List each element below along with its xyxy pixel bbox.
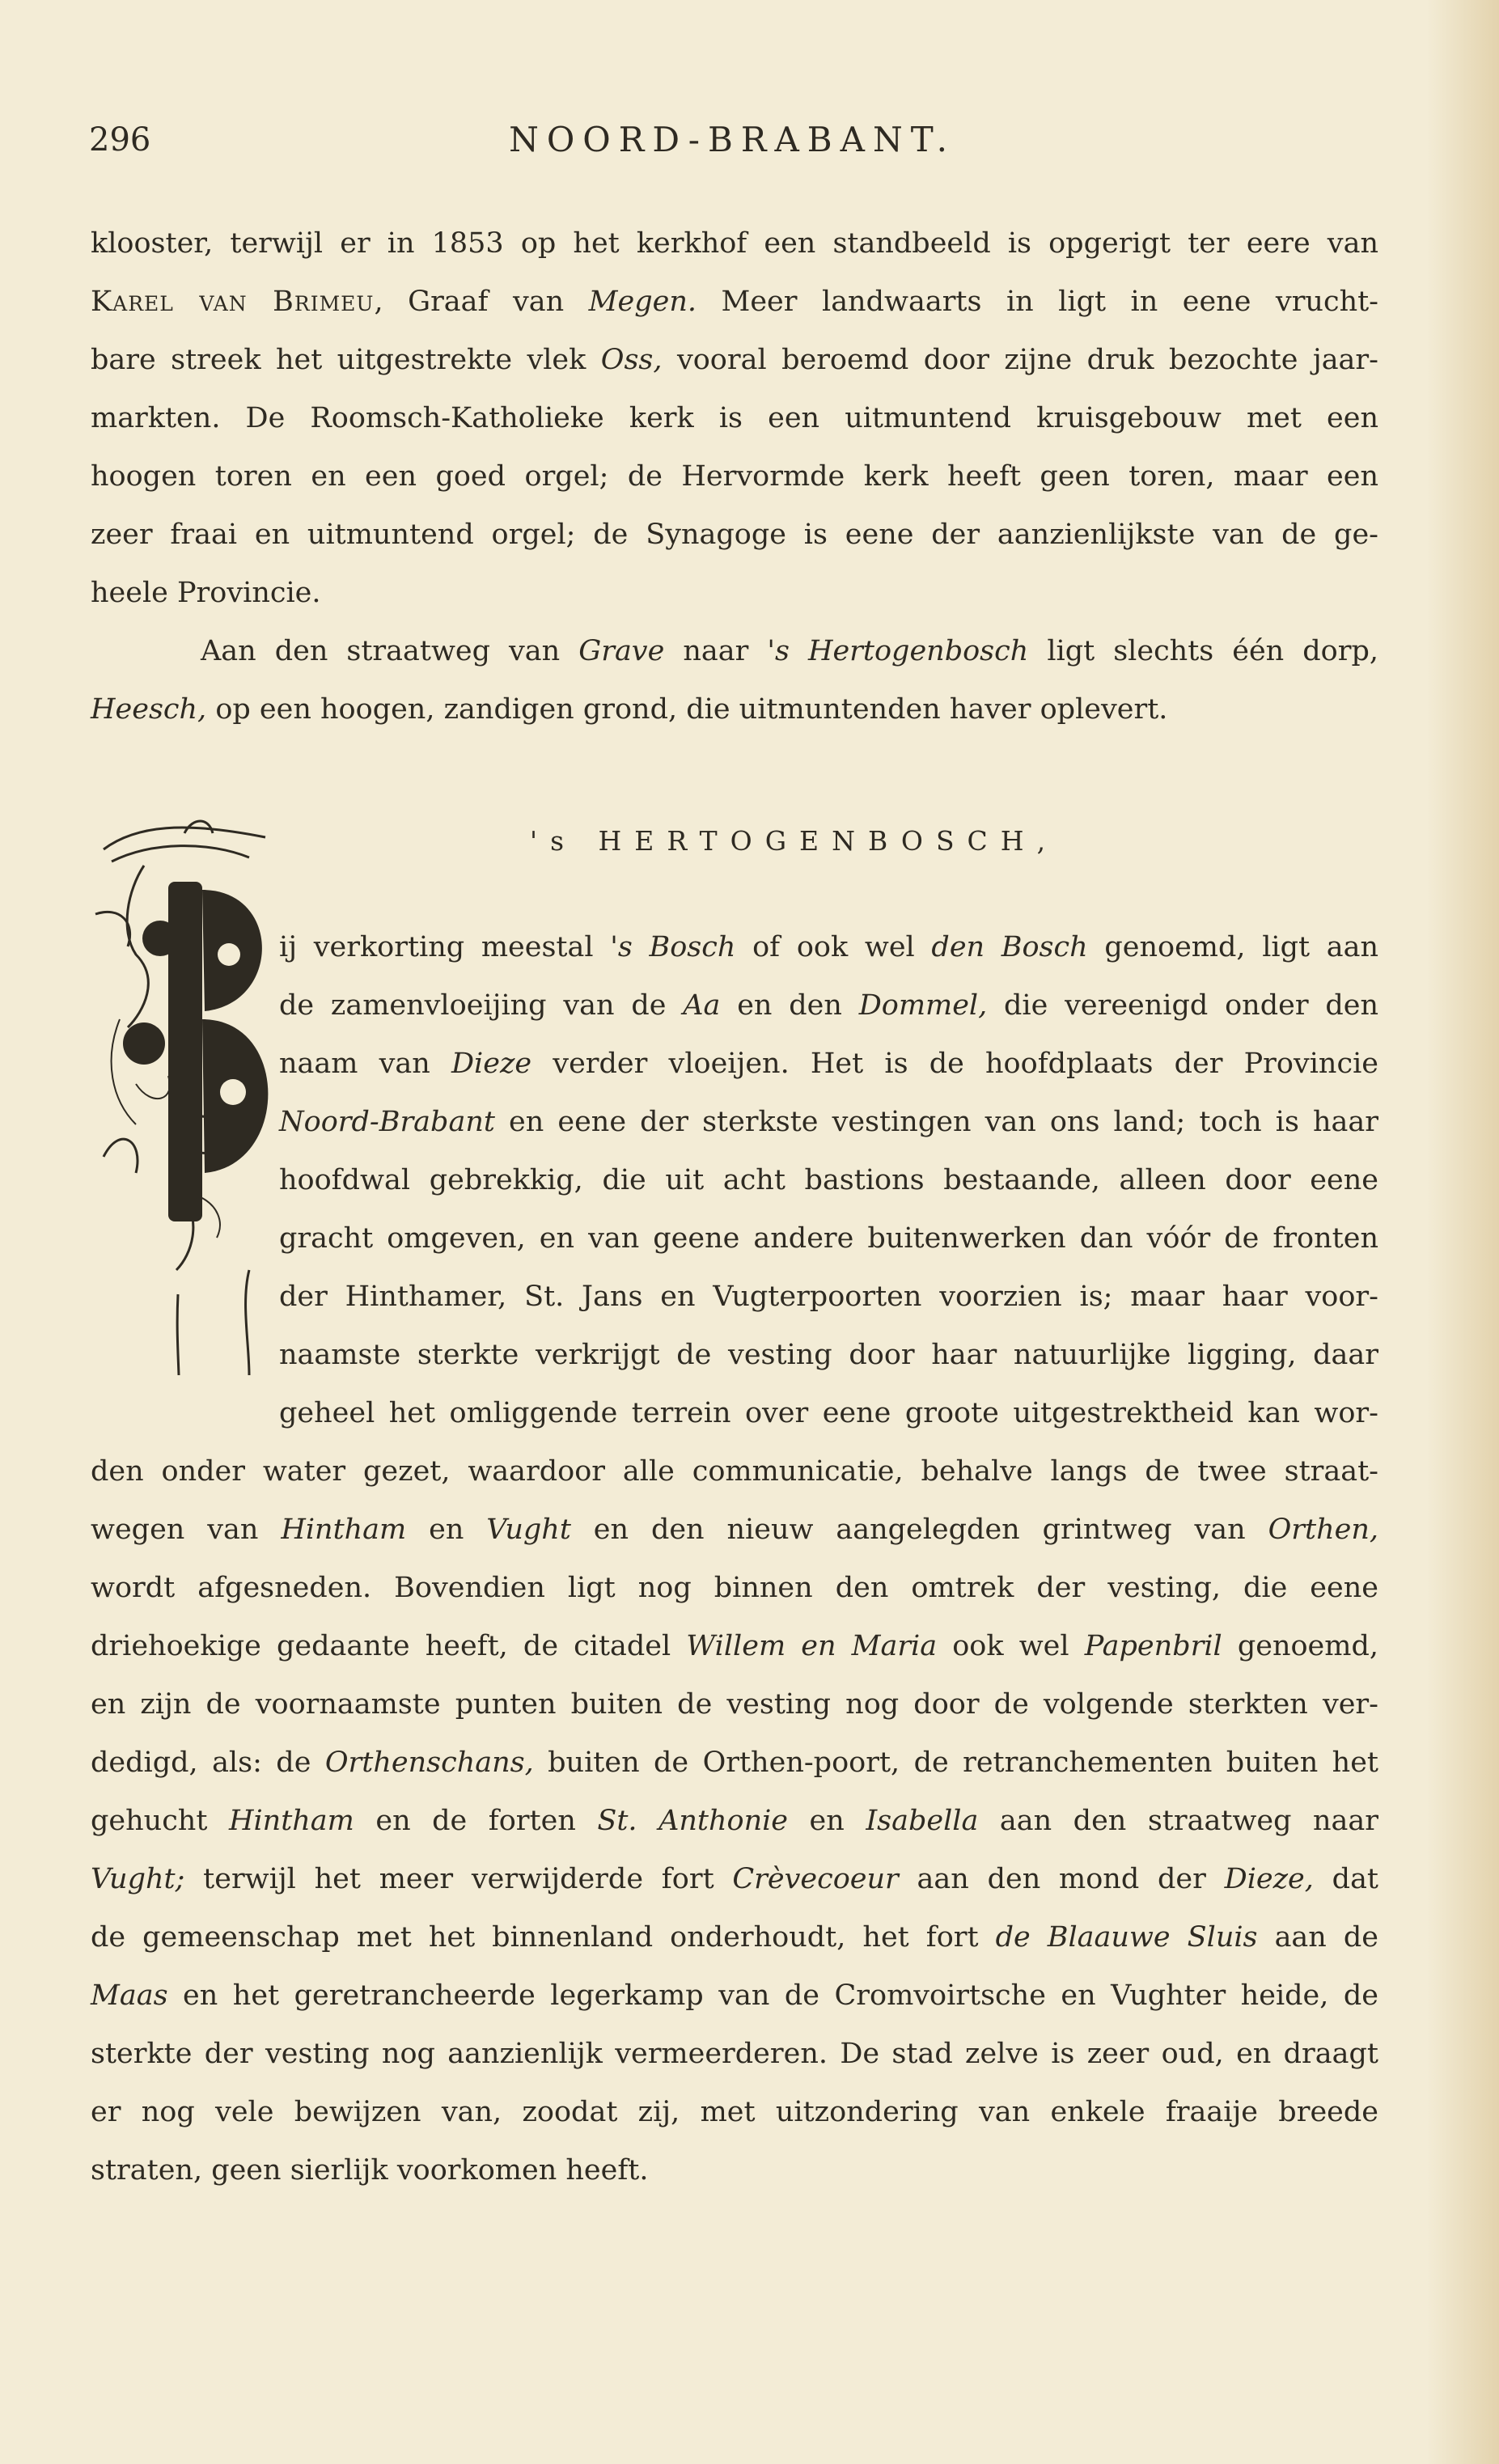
text-line: [279, 1336, 1378, 1374]
text-run: verder vloeijen. Het is de hoofdplaats der Provincie: [531, 1048, 1378, 1080]
text-run: en: [406, 1514, 487, 1546]
place-name: Dieze,: [1224, 1863, 1314, 1895]
text-run: straten, geen sierlijk voorkomen heeft.: [91, 2154, 649, 2187]
place-name: Noord-Brabant: [279, 1106, 495, 1138]
text-run: Aan den straatweg van: [201, 635, 579, 667]
text-run: der Hinthamer, St. Jans en Vugterpoorten voorzien is; maar haar voor-: [279, 1281, 1378, 1313]
place-name: Willem en Maria: [686, 1630, 938, 1662]
text-run: sterkte der vesting nog aanzienlijk vermeerderen. De stad zelve is zeer oud, en draagt: [91, 2038, 1378, 2070]
text-line: [91, 1919, 1378, 1956]
text-run: de zamenvloeijing van de: [279, 989, 684, 1022]
text-run: ij verkorting meestal: [279, 931, 611, 963]
section-title: 's HERTOGENBOSCH,: [530, 825, 1059, 857]
place-name: Hintham: [228, 1805, 354, 1837]
text-line: [91, 1861, 1378, 1898]
text-run: hoofdwal gebrekkig, die uit acht bastions bestaande, alleen door eene: [279, 1164, 1378, 1196]
place-name: Vught: [486, 1514, 571, 1546]
place-name: Vught;: [91, 1863, 185, 1895]
text-line: [91, 516, 1378, 553]
text-line: [91, 1686, 1378, 1723]
text-run: wegen van: [91, 1514, 282, 1546]
place-name: de Blaauwe Sluis: [995, 1921, 1258, 1954]
text-line: [279, 1162, 1378, 1199]
text-line: [91, 1628, 1378, 1665]
place-name: 's Hertogenbosch: [767, 635, 1029, 667]
person-name: Karel van Brimeu: [91, 286, 375, 318]
place-name: Isabella: [866, 1805, 979, 1837]
text-run: gehucht: [91, 1805, 229, 1837]
place-name: Oss,: [600, 344, 663, 376]
text-run: markten. De Roomsch-Katholieke kerk is een uitmuntend kruisgebouw met een: [91, 402, 1378, 434]
place-name: den Bosch: [931, 931, 1088, 963]
place-name: Dieze: [451, 1048, 532, 1080]
text-line: [91, 691, 1167, 728]
text-run: den onder water gezet, waardoor alle communicatie, behalve langs de twee straat-: [91, 1455, 1378, 1488]
text-run: wordt afgesneden. Bovendien ligt nog binnen den omtrek der vesting, die eene: [91, 1572, 1378, 1604]
text-line: [91, 1977, 1378, 2014]
page-number: 296: [89, 121, 151, 159]
place-name: Megen.: [588, 286, 697, 318]
text-run: op een hoogen, zandigen grond, die uitmuntenden haver oplevert.: [206, 693, 1168, 726]
text-run: gracht omgeven, en van geene andere buitenwerken dan vóór de fronten: [279, 1222, 1378, 1255]
place-name: Crèvecoeur: [732, 1863, 899, 1895]
text-line: [279, 1278, 1378, 1315]
text-line: [279, 1220, 1378, 1257]
text-run: en den: [720, 989, 859, 1022]
place-name: Papenbril: [1084, 1630, 1222, 1662]
text-line: [91, 400, 1378, 437]
text-run: buiten de Orthen-poort, de retranchementen buiten het: [533, 1746, 1378, 1779]
text-run: zeer fraai en uitmuntend orgel; de Synagoge is eene der aanzienlijkste van de ge-: [91, 519, 1378, 551]
text-run: genoemd, ligt aan: [1087, 931, 1379, 963]
page-edge-shading: [1426, 0, 1499, 2464]
text-line: [279, 1103, 1378, 1141]
text-run: of ook wel: [735, 931, 932, 963]
place-name: Maas: [91, 1979, 168, 2012]
text-run: klooster, terwijl er in 1853 op het kerkhof een standbeeld is opgerigt ter eere van: [91, 227, 1378, 260]
text-line: [91, 2035, 1378, 2072]
text-line: [279, 929, 1378, 966]
text-run: dat: [1313, 1863, 1378, 1895]
text-run: er nog vele bewijzen van, zoodat zij, met uitzondering van enkele fraaije breede: [91, 2096, 1378, 2128]
text-run: dedigd, als: de: [91, 1746, 325, 1779]
place-name: Grave: [578, 635, 665, 667]
text-run: en zijn de voornaamste punten buiten de vesting nog door de volgende sterkten ver-: [91, 1688, 1378, 1721]
text-run: , Graaf van: [374, 286, 589, 318]
text-run: aan den straatweg naar: [978, 1805, 1379, 1837]
text-line: [201, 633, 1378, 670]
text-run: en eene der sterkste vestingen van ons land; toch is haar: [494, 1106, 1378, 1138]
place-name: 's Bosch: [610, 931, 736, 963]
text-run: hoogen toren en een goed orgel; de Hervormde kerk heeft geen toren, maar een: [91, 460, 1378, 493]
text-run: terwijl het meer verwijderde fort: [184, 1863, 733, 1895]
text-run: de gemeenschap met het binnenland onderhoudt, het fort: [91, 1921, 996, 1954]
text-run: heele Provincie.: [91, 577, 321, 609]
text-run: vooral beroemd door zijne druk bezochte jaar-: [662, 344, 1378, 376]
text-run: ligt slechts één dorp,: [1028, 635, 1378, 667]
text-line: [91, 283, 1378, 320]
text-run: naamste sterkte verkrijgt de vesting door haar natuurlijke ligging, daar: [279, 1339, 1378, 1371]
text-run: driehoekige gedaante heeft, de citadel: [91, 1630, 687, 1662]
text-line: [91, 225, 1378, 262]
text-run: en de forten: [354, 1805, 598, 1837]
text-run: die vereenigd onder den: [987, 989, 1378, 1022]
running-title: NOORD-BRABANT.: [509, 120, 955, 159]
text-line: [91, 2152, 648, 2189]
place-name: Aa: [683, 989, 721, 1022]
text-line: [91, 2094, 1378, 2131]
text-line: [91, 1744, 1378, 1781]
text-run: naar: [664, 635, 768, 667]
text-line: [91, 1569, 1378, 1607]
text-line: [279, 1045, 1378, 1082]
text-run: en den nieuw aangelegden grintweg van: [570, 1514, 1268, 1546]
text-run: aan den mond der: [898, 1863, 1225, 1895]
text-run: naam van: [279, 1048, 451, 1080]
text-run: ook wel: [937, 1630, 1085, 1662]
place-name: Heesch,: [91, 693, 207, 726]
text-run: en het geretrancheerde legerkamp van de Cromvoirtsche en Vughter heide, de: [167, 1979, 1378, 2012]
text-run: en: [788, 1805, 866, 1837]
text-run: bare streek het uitgestrekte vlek: [91, 344, 601, 376]
text-line: [279, 1395, 1378, 1432]
place-name: Hintham: [281, 1514, 407, 1546]
text-run: aan de: [1257, 1921, 1378, 1954]
text-line: [91, 458, 1378, 495]
text-line: [91, 574, 321, 612]
text-line: [91, 1511, 1378, 1548]
place-name: Orthen,: [1268, 1514, 1379, 1546]
text-line: [279, 987, 1378, 1024]
text-line: [91, 1802, 1378, 1840]
text-run: Meer landwaarts in ligt in eene vrucht-: [697, 286, 1379, 318]
place-name: St. Anthonie: [597, 1805, 789, 1837]
place-name: Orthenschans,: [324, 1746, 534, 1779]
decorated-initial-b-icon: [87, 817, 290, 1383]
text-run: genoemd,: [1222, 1630, 1378, 1662]
place-name: Dommel,: [858, 989, 988, 1022]
text-line: [91, 1453, 1378, 1490]
text-line: [91, 341, 1378, 379]
text-run: geheel het omliggende terrein over eene groote uitgestrektheid kan wor-: [279, 1397, 1378, 1429]
page-header: [89, 121, 1375, 170]
